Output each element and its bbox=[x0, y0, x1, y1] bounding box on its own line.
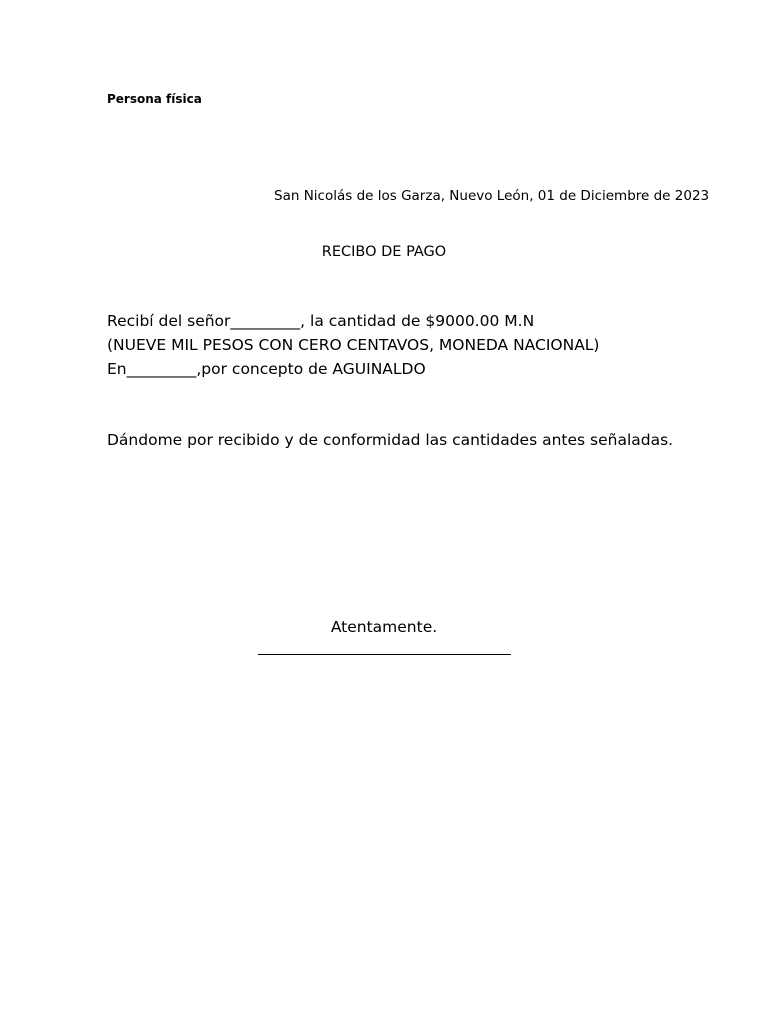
regards-text: Atentamente. bbox=[330, 618, 438, 636]
payment-statement-line: Recibí del señor_________, la cantidad de $9000.00 M.N bbox=[107, 312, 535, 330]
amount-in-words-line: (NUEVE MIL PESOS CON CERO CENTAVOS, MONEDA NACIONAL) bbox=[107, 336, 600, 354]
receipt-title: RECIBO DE PAGO bbox=[321, 244, 447, 260]
place-and-date: San Nicolás de los Garza, Nuevo León, 01 de Diciembre de 2023 bbox=[274, 188, 710, 204]
header-label: Persona física bbox=[107, 92, 202, 106]
payment-concept-line: En_________,por concepto de AGUINALDO bbox=[107, 360, 426, 378]
signature-line bbox=[258, 654, 511, 655]
closing-statement: Dándome por recibido y de conformidad las cantidades antes señaladas. bbox=[107, 431, 674, 449]
